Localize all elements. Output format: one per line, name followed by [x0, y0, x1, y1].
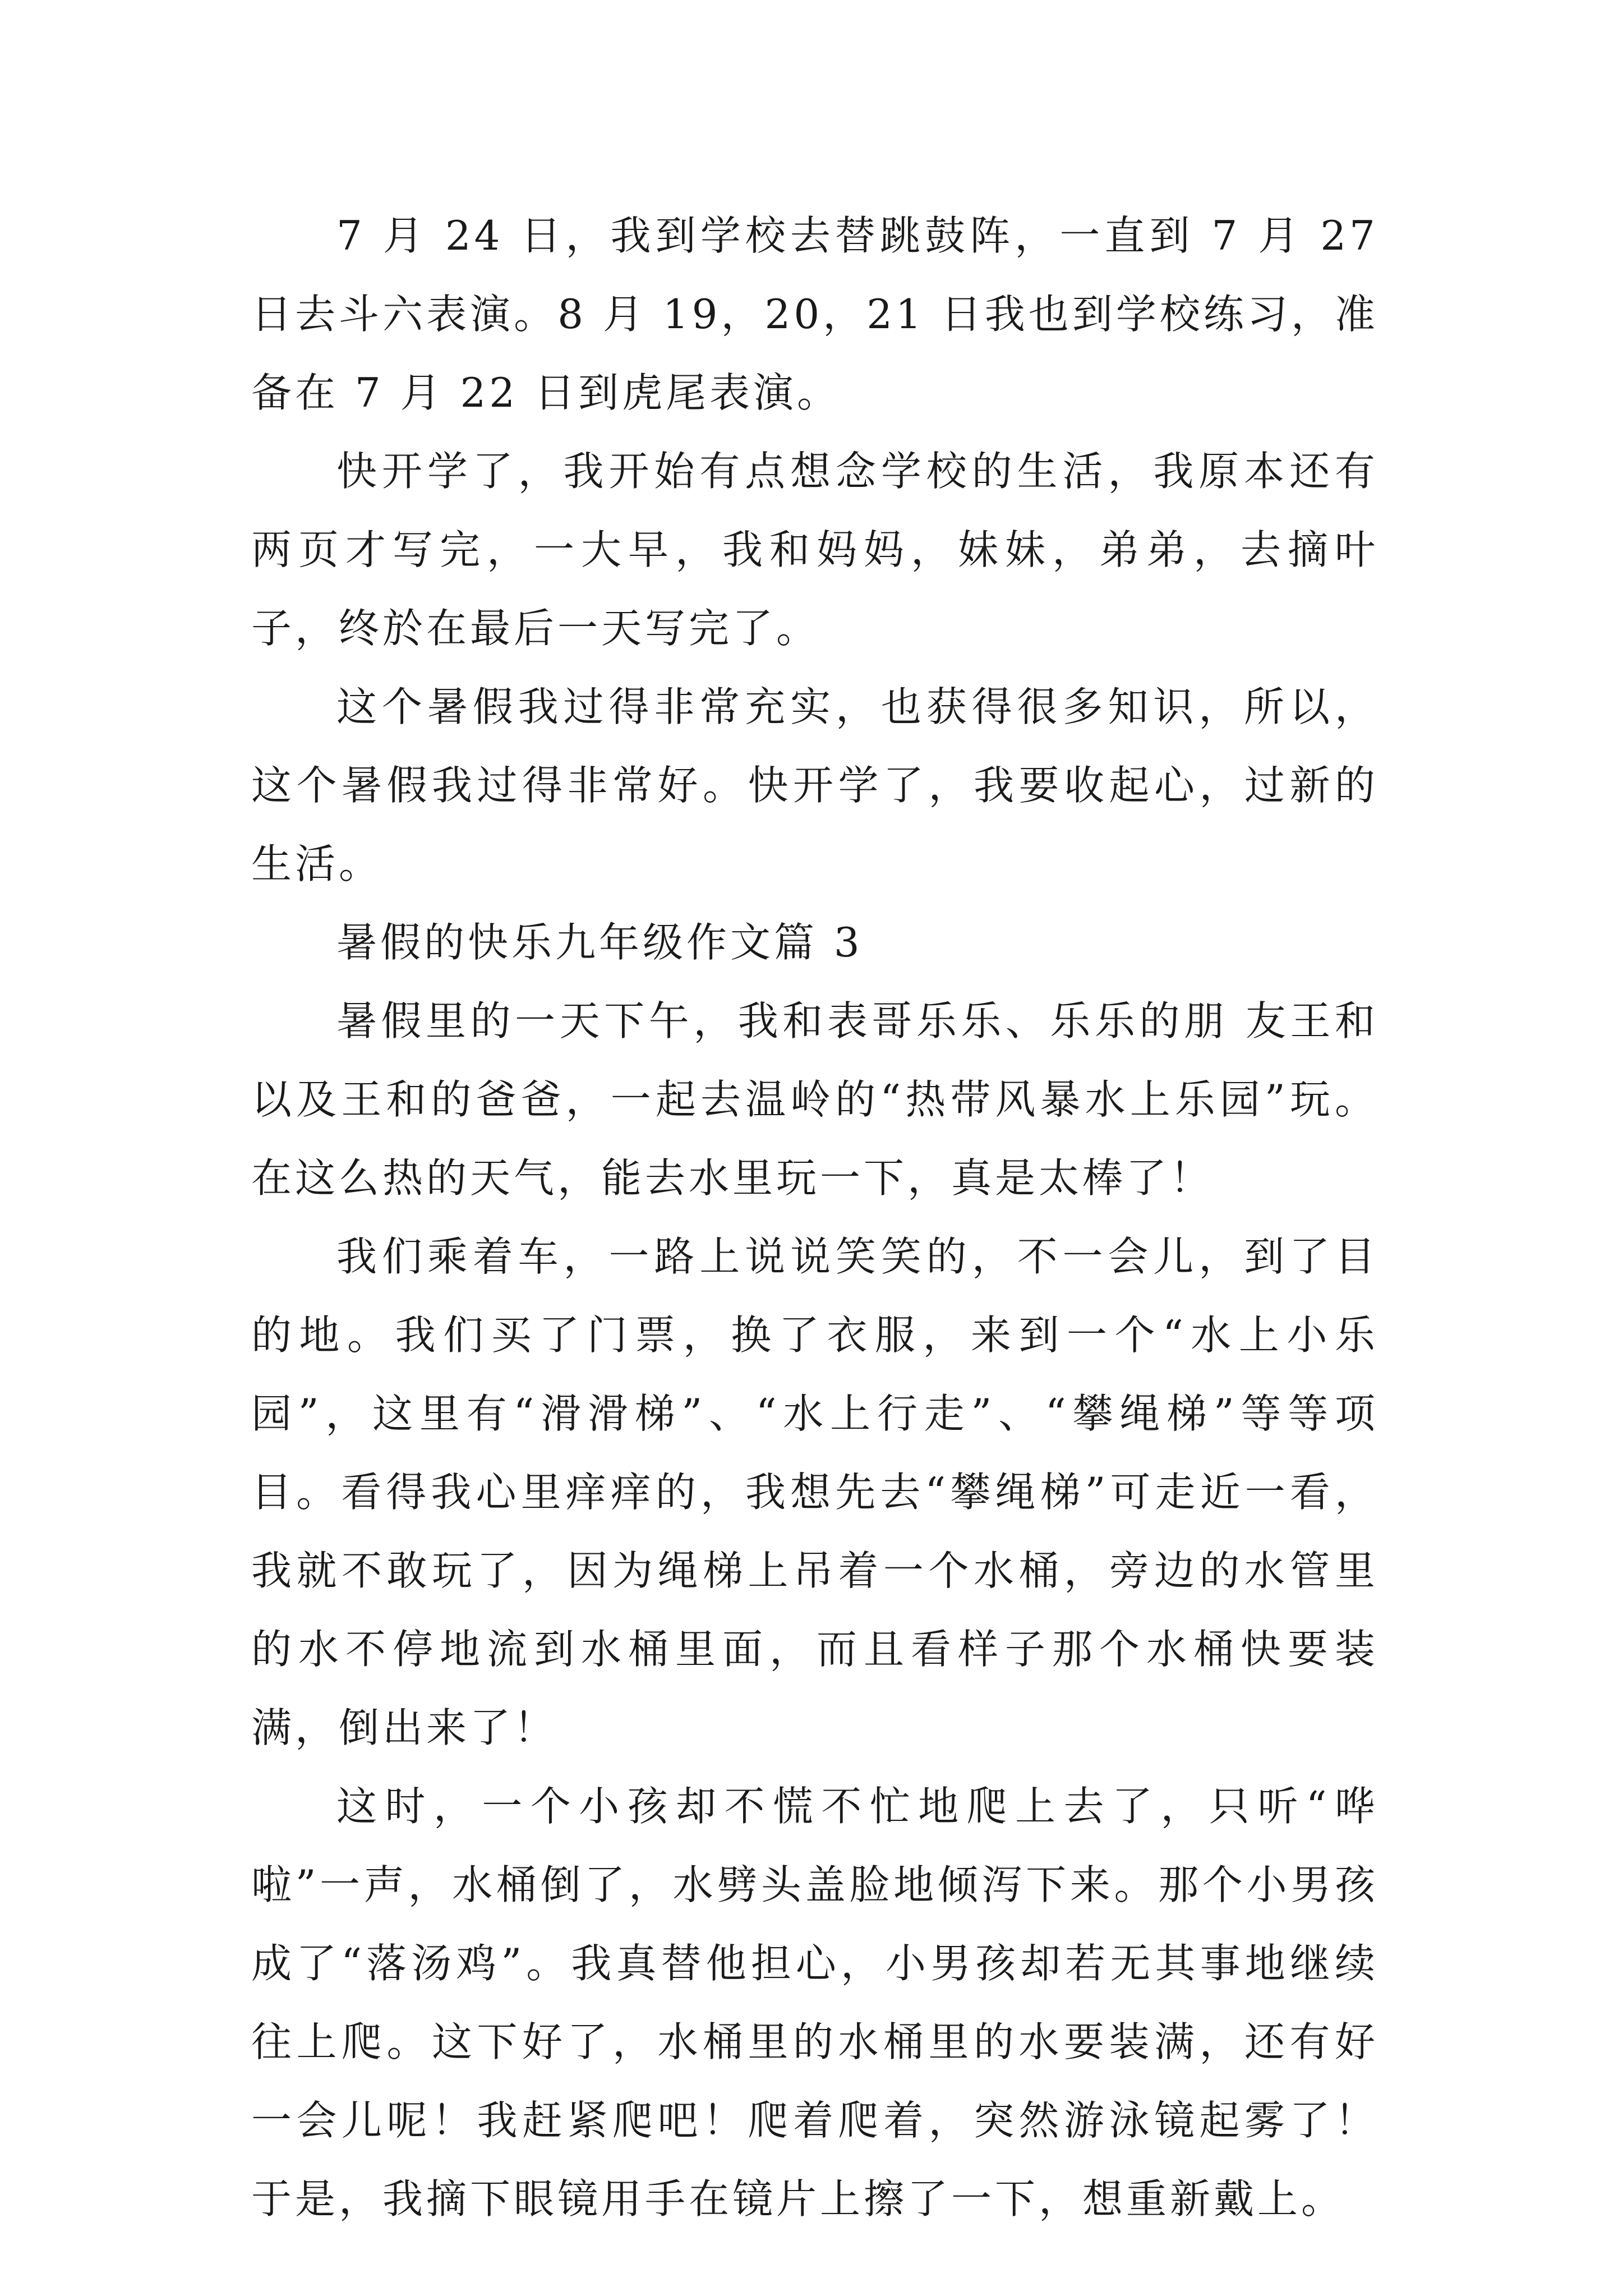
section-heading: 暑假的快乐九年级作文篇 3 [336, 919, 863, 966]
paragraph-1: 7 月 24 日，我到学校去替跳鼓阵，一直到 7 月 27 日去斗六表演。8 月 19，20，21 日我也到学校练习，准备在 7 月 22 日到虎尾表演。 [251, 212, 1395, 416]
paragraph-3: 这个暑假我过得非常充实，也获得很多知识，所以，这个暑假我过得非常好。快开学了，我要收起心，过新的生活。 [251, 683, 1378, 887]
paragraph-6: 这时，一个小孩却不慌不忙地爬上去了，只听“哗啦”一声，水桶倒了，水劈头盖脸地倾泻下来。那个小男孩成了“落汤鸡”。我真替他担心，小男孩却若无其事地继续往上爬。这下好了，水桶里的水桶里的水要装满，还有好一会儿呢！我赶紧爬吧！爬着爬着，突然游泳镜起雾了！于是，我摘下眼镜用手在镜片上擦了一下，想重新戴上。 [251, 1783, 1378, 2223]
paragraph-5: 我们乘着车，一路上说说笑笑的，不一会儿，到了目的地。我们买了门票，换了衣服，来到一个“水上小乐园”，这里有“滑滑梯”、“水上行走”、“攀绳梯”等等项目。看得我心里痒痒的，我想先去“攀绳梯”可走近一看，我就不敢玩了，因为绳梯上吊着一个水桶，旁边的水管里的水不停地流到水桶里面，而且看样子那个水桶快要装满，倒出来了！ [251, 1233, 1378, 1751]
document-body [251, 196, 1395, 2238]
paragraph-2: 快开学了，我开始有点想念学校的生活，我原本还有两页才写完，一大早，我和妈妈，妹妹，弟弟，去摘叶子，终於在最后一天写完了。 [251, 448, 1378, 652]
paragraph-4: 暑假里的一天下午，我和表哥乐乐、乐乐的朋 友王和以及王和的爸爸，一起去温岭的“热带风暴水上乐园”玩。在这么热的天气，能去水里玩一下，真是太棒了！ [251, 997, 1378, 1202]
